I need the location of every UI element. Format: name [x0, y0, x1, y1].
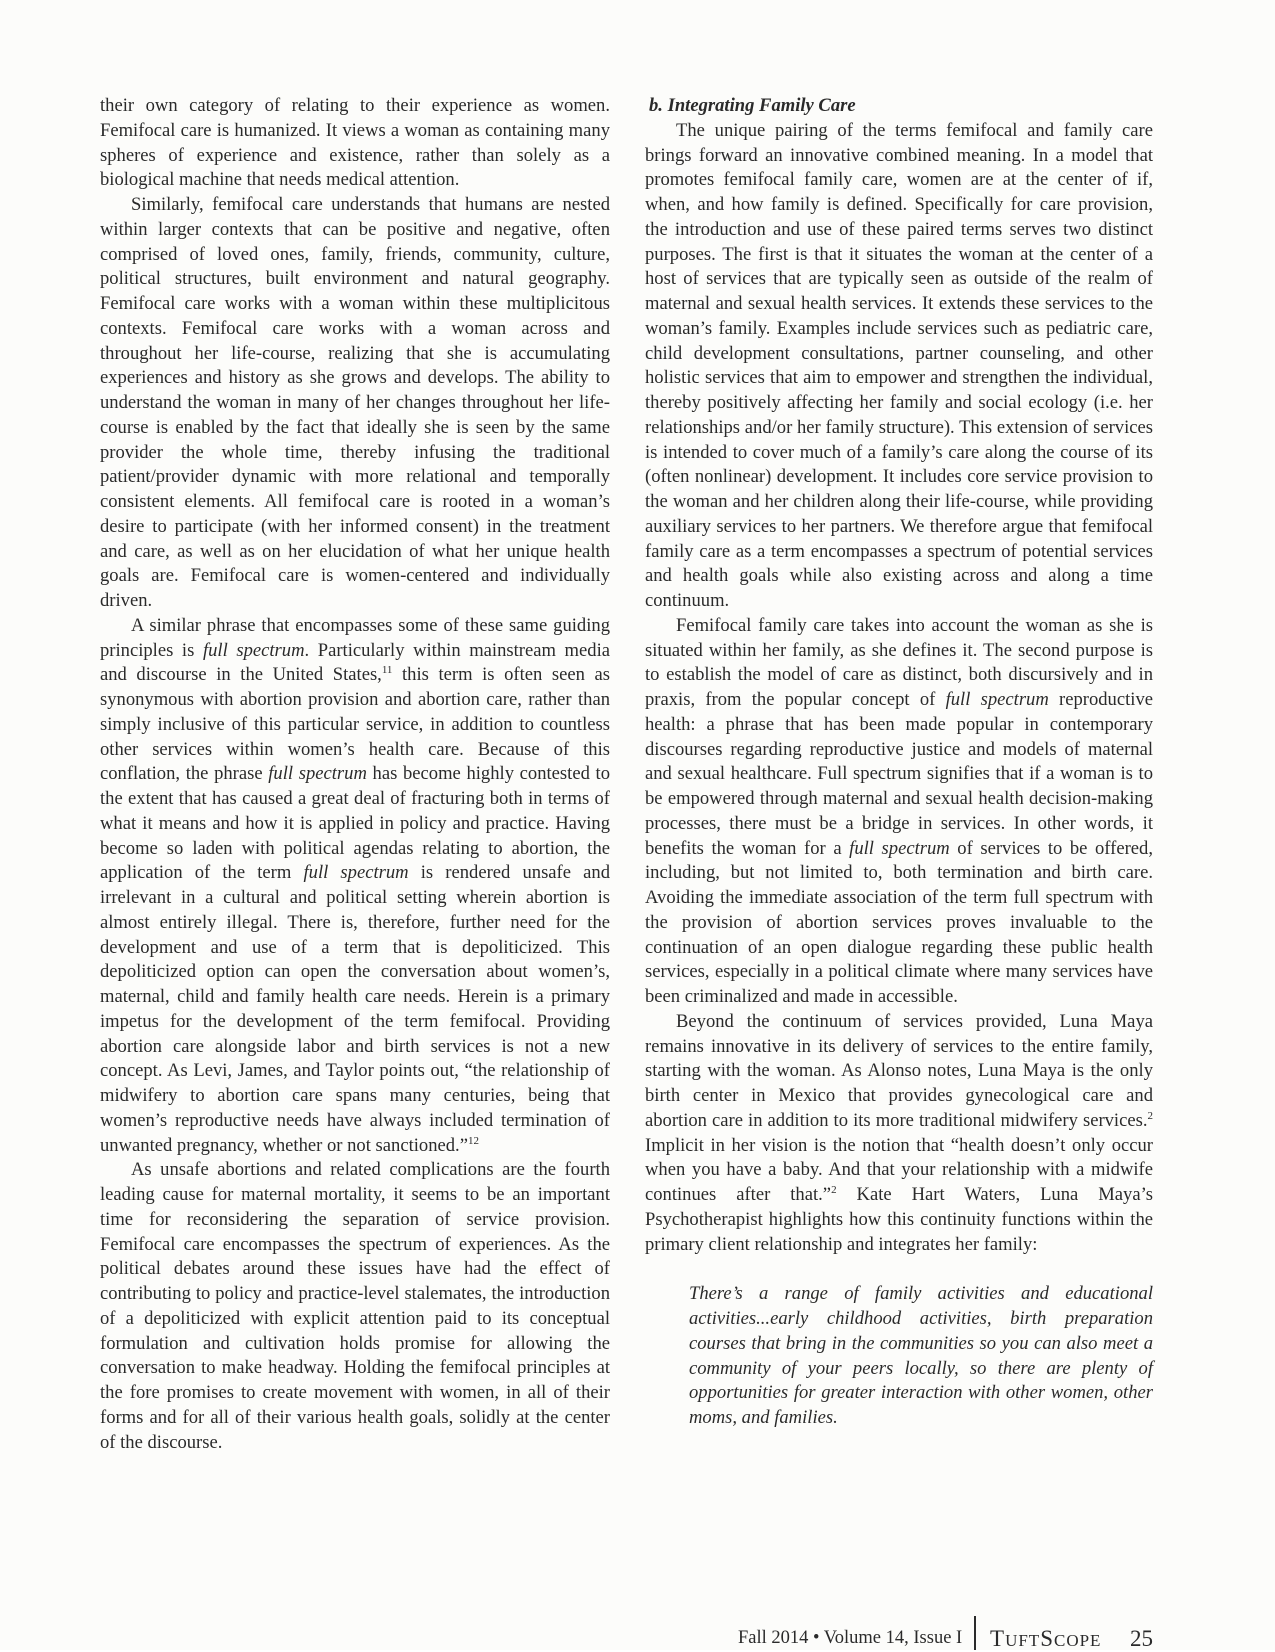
text-run: reproductive health: a phrase that has been made popular in contemporary discourses regarding reproductive justice and models of maternal and sexual healthcare. Full spectrum signifies that if a woman is to be empowered through maternal and sexual health decision-making processes, there must be a bridge in services. In other words, it benefits the woman for a — [645, 689, 1153, 859]
footnote-ref-2: 2 — [831, 1184, 837, 1196]
block-quote: There’s a range of family activities and educational activities...early childhood activities, birth preparation courses that bring in the communities so you can also meet a community of your peers locally, so there are plenty of opportunities for greater interaction with other women, other moms, and families. — [689, 1283, 1153, 1428]
footnote-ref-11: 11 — [381, 664, 393, 677]
text-run: The unique pairing of the terms femifocal and family care brings forward an innovative combined meaning. In a model that promotes femifocal family care, women are at the center of if, when, and how family is defined. Specifically for care provision, the introduction and use of these paired terms serves two distinct purposes. The first is that it situates the woman at the center of a host of services that are typically seen as outside of the realm of maternal and sexual health services. It extends these services to the woman’s family. Examples include services such as pediatric care, child development consultations, partner counseling, and other holistic services that aim to empower and strengthen the individual, thereby positively affecting her family and social ecology (i.e. her relationships and/or her family structure). This extension of services is intended to cover much of a family’s care along the course of its (often nonlinear) development. It includes core service provision to the woman and her children along their life-course, while providing auxiliary services to her partners. We therefore argue that femifocal family care as a term encompasses a spectrum of potential services and health goals while also existing across and along a time continuum. — [645, 119, 1153, 611]
text-run: has become highly contested to the extent that has caused a great deal of fracturing both in terms of what it means and how it is applied in policy and practice. Having become so laden with political agendas relating to abortion, the application of the term — [100, 763, 610, 884]
text-run: this term is often seen as synonymous with abortion provision and abortion care, rather than simply inclusive of this particular service, in addition to countless other services within women’s health care. Because of this conflation, the phrase — [100, 664, 610, 785]
emphasis-full-spectrum: full spectrum — [268, 763, 367, 785]
right-paragraph-3 — [645, 1010, 1153, 1258]
text-run: their own category of relating to their experience as women. Femifocal care is humanized. It views a woman as containing many spheres of experience and existence, rather than solely as a biological machine that needs medical attention. — [100, 95, 610, 191]
left-paragraph-3 — [100, 614, 610, 1159]
footnote-ref-2: 2 — [1147, 1109, 1153, 1122]
brand-smallcaps: COPE — [1053, 1631, 1102, 1650]
text-run: A similar phrase that encompasses some of these same guiding principles is — [100, 614, 610, 661]
right-column — [645, 94, 1153, 1431]
emphasis-full-spectrum: full spectrum — [202, 639, 305, 661]
text-run: Beyond the continuum of services provided, Luna Maya remains innovative in its delivery of services to the entire family, starting with the woman. As Alonso notes, Luna Maya is the only birth center in Mexico that provides gynecological care and abortion care in addition to its more traditional midwifery services. — [645, 1010, 1153, 1131]
text-run: Implicit in her vision is the notion that “health doesn’t only occur when you have a baby. And that your relationship with a midwife continues after that.” — [645, 1134, 1153, 1205]
left-paragraph-1 — [100, 94, 610, 193]
section-heading: b. Integrating Family Care — [649, 95, 856, 116]
page-number: 25 — [1130, 1626, 1153, 1651]
emphasis-full-spectrum: full spectrum — [849, 837, 950, 859]
issue-info: Fall 2014 • Volume 14, Issue I — [738, 1628, 963, 1648]
left-paragraph-4 — [100, 1158, 610, 1455]
footer-divider — [974, 1616, 976, 1650]
right-paragraph-1 — [645, 119, 1153, 614]
journal-brand — [990, 1626, 1101, 1652]
text-run: As unsafe abortions and related complications are the fourth leading cause for maternal mortality, it seems to be an important time for reconsidering the separation of service provision. Femifocal care encompasses the spectrum of experiences. As the political debates around these issues have had the effect of contributing to policy and practice-level stalemates, the introduction of a depoliticized with explicit attention paid to its conceptual formulation and cultivation holds promise for allowing the conversation to make headway. Holding the femifocal principles at the fore promises to create movement with women, in all of their forms and for all of their various health goals, solidly at the center of the discourse. — [100, 1159, 610, 1453]
brand-smallcaps: UFT — [1005, 1631, 1041, 1650]
right-paragraph-2 — [645, 614, 1153, 1010]
emphasis-full-spectrum: full spectrum — [303, 862, 409, 884]
text-run: of services to be offered, including, but not limited to, both termination and birth care. Avoiding the immediate association of the term full spectrum with the provision of abortion services proves invaluable to the continuation of an open dialogue regarding these public health services, especially in a political climate where many services have been criminalized and made in accessible. — [645, 837, 1153, 1007]
brand-letter: T — [990, 1626, 1006, 1651]
footnote-ref-12: 12 — [467, 1134, 479, 1147]
text-run: is rendered unsafe and irrelevant in a cultural and political setting wherein abortion is almost entirely illegal. There is, therefore, further need for the development and use of a term that is depoliticized. This depoliticized option can open the conversation about women’s, maternal, child and family health care needs. Herein is a primary impetus for the development of the term femifocal. Providing abortion care alongside labor and birth services is not a new concept. As Levi, James, and Taylor points out, “the relationship of midwifery to abortion care spans many centuries, being that women’s reproductive needs have always included termination of unwanted pregnancy, whether or not sanctioned.” — [100, 862, 610, 1156]
text-run: Similarly, femifocal care understands that humans are nested within larger contexts that can be positive and negative, often comprised of loved ones, family, friends, community, culture, political structures, built environment and natural geography. Femifocal care works with a woman within these multiplicitous contexts. Femifocal care works with a woman across and throughout her life-course, realizing that she is accumulating experiences and history as she grows and develops. The ability to understand the woman in many of her changes throughout her life-course is enabled by the fact that ideally she is seen by the same provider the whole time, thereby infusing the traditional patient/provider dynamic with more relational and temporally consistent elements. All femifocal care is rooted in a woman’s desire to participate (with her informed consent) in the treatment and care, as well as on her elucidation of what her unique health goals are. Femifocal care is women-centered and individually driven. — [100, 194, 610, 611]
text-run: . Particularly within mainstream media and discourse in the United States, — [100, 639, 610, 686]
left-paragraph-2 — [100, 193, 610, 614]
emphasis-full-spectrum: full spectrum — [945, 689, 1049, 710]
brand-letter: S — [1040, 1626, 1054, 1651]
text-run: Kate Hart Waters, Luna Maya’s Psychotherapist highlights how this continuity functions within the primary client relationship and integrates her family: — [645, 1184, 1153, 1255]
text-run: Femifocal family care takes into account the woman as she is situated within her family, as she defines it. The second purpose is to establish the model of care as distinct, both discursively and in praxis, from the popular concept of — [645, 614, 1153, 710]
left-column — [100, 94, 610, 1455]
